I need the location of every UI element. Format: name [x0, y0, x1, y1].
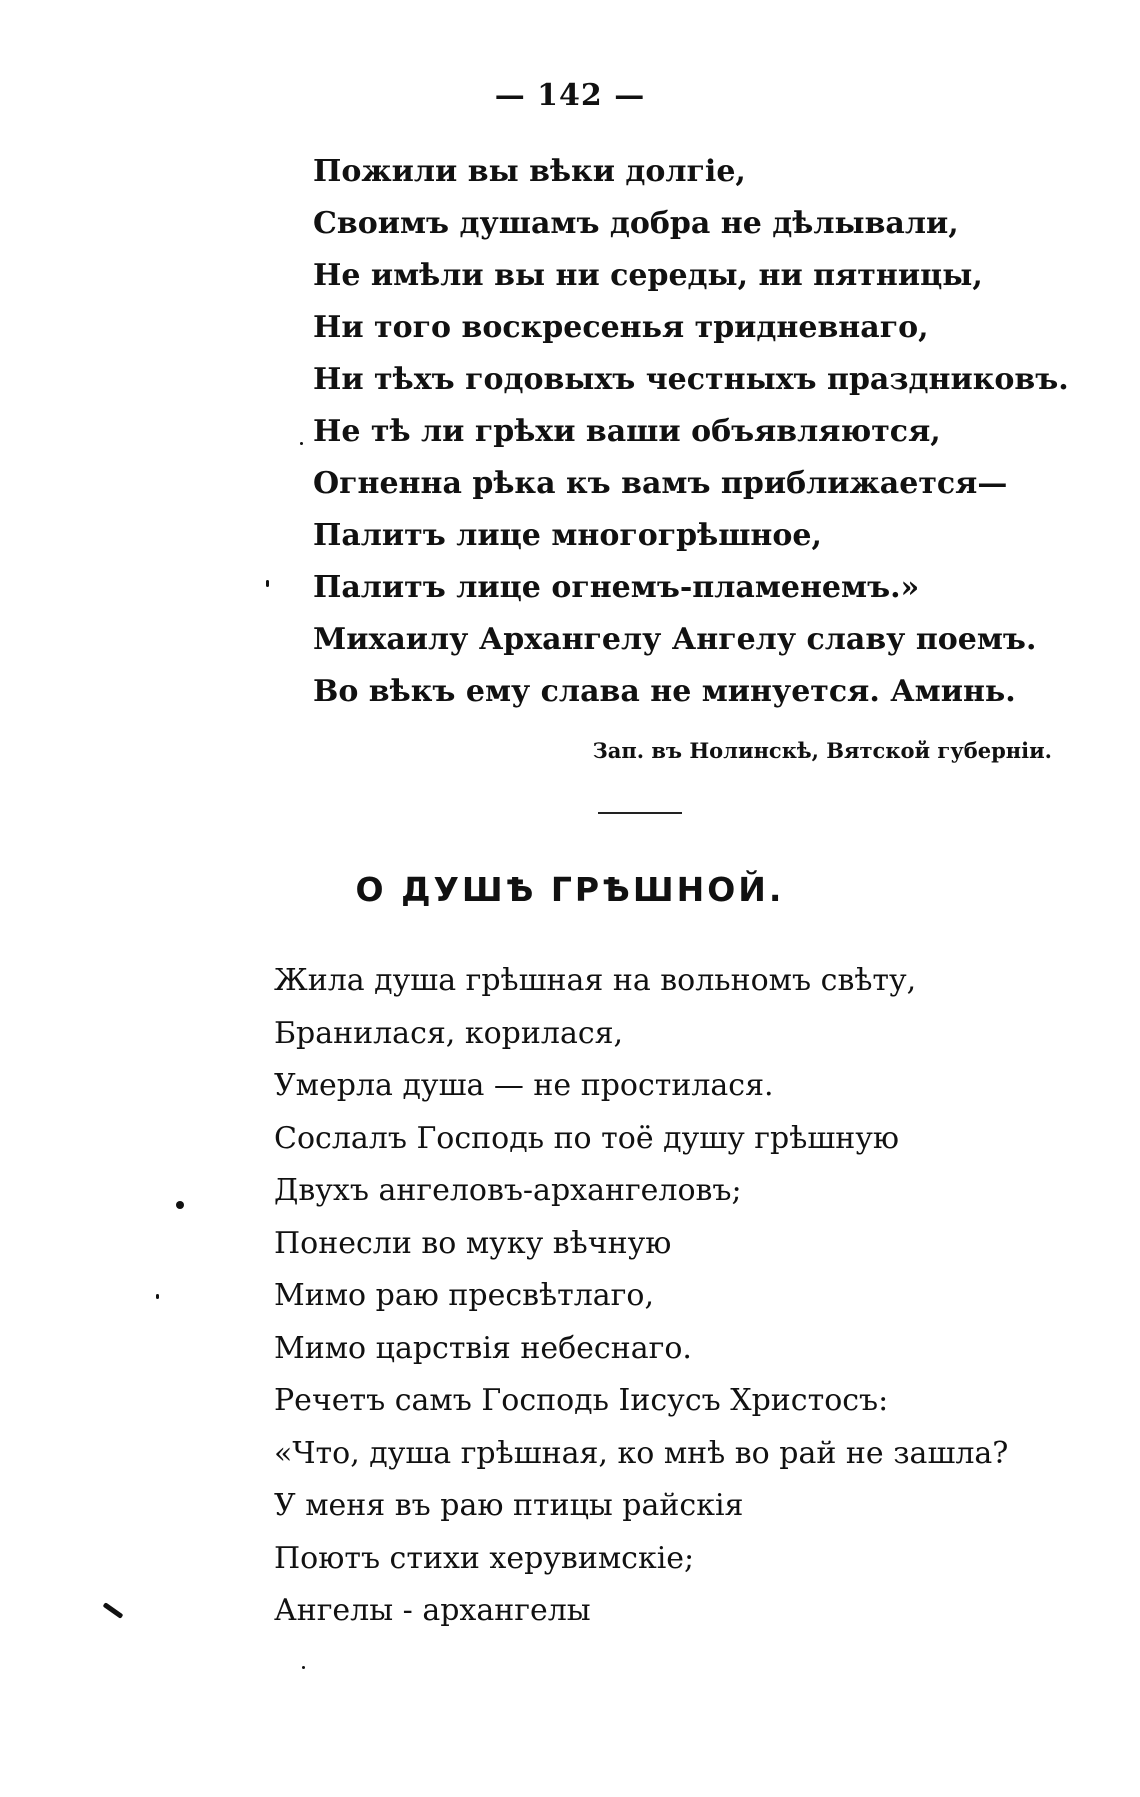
verse-line: Двухъ ангеловъ-архангеловъ;: [274, 1173, 742, 1208]
verse-line: Ни того воскресенья тридневнаго,: [313, 310, 929, 345]
verse-line: Бранилася, корилася,: [274, 1015, 624, 1051]
section-divider: [598, 812, 682, 814]
ink-speck: [300, 442, 303, 445]
page-number: — 142 —: [494, 78, 646, 113]
verse-line: Не тѣ ли грѣхи ваши объявляются,: [313, 414, 941, 449]
poem-ending: [313, 146, 1113, 718]
verse-line: «Что, душа грѣшная, ко мнѣ во рай не зашла?: [274, 1435, 1009, 1471]
ink-speck: [156, 1294, 159, 1299]
verse-line: Понесли во муку вѣчную: [274, 1225, 672, 1261]
verse-line: Мимо раю пресвѣтлаго,: [274, 1278, 654, 1313]
verse-line: Палитъ лице многогрѣшное,: [313, 518, 822, 553]
verse-line: Пожили вы вѣки долгіе,: [313, 154, 746, 189]
verse-line: Во вѣкъ ему слава не минуется. Аминь.: [313, 674, 1016, 709]
verse-line: Жила душа грѣшная на вольномъ свѣту,: [274, 963, 917, 998]
verse-line: Своимъ душамъ добра не дѣлывали,: [313, 206, 959, 241]
verse-line: Речетъ самъ Господь Іисусъ Христосъ:: [274, 1383, 889, 1418]
verse-line: Не имѣли вы ни середы, ни пятницы,: [313, 258, 983, 293]
ink-speck: [302, 1666, 305, 1669]
verse-line: Ни тѣхъ годовыхъ честныхъ праздниковъ.: [313, 362, 1069, 397]
poem-title: О ДУШѢ ГРѢШНОЙ.: [355, 870, 785, 909]
ink-speck: [266, 580, 269, 587]
verse-line: Поютъ стихи херувимскіе;: [274, 1540, 695, 1576]
poem-body: [274, 955, 1114, 1638]
ink-speck: [103, 1602, 124, 1619]
verse-line: У меня въ раю птицы райскія: [274, 1488, 744, 1523]
verse-line: Ангелы - архангелы: [274, 1593, 591, 1628]
source-note: Зап. въ Нолинскѣ, Вятской губерніи.: [592, 738, 1052, 763]
verse-line: Палитъ лице огнемъ-пламенемъ.»: [313, 570, 920, 605]
verse-line: Михаилу Архангелу Ангелу славу поемъ.: [313, 622, 1037, 657]
verse-line: Умерла душа — не простилася.: [274, 1068, 774, 1103]
verse-line: Сослалъ Господь по тоё душу грѣшную: [274, 1120, 899, 1156]
verse-line: Огненна рѣка къ вамъ приближается—: [313, 466, 1008, 501]
verse-line: Мимо царствія небеснаго.: [274, 1330, 692, 1366]
ink-speck: [176, 1201, 184, 1209]
